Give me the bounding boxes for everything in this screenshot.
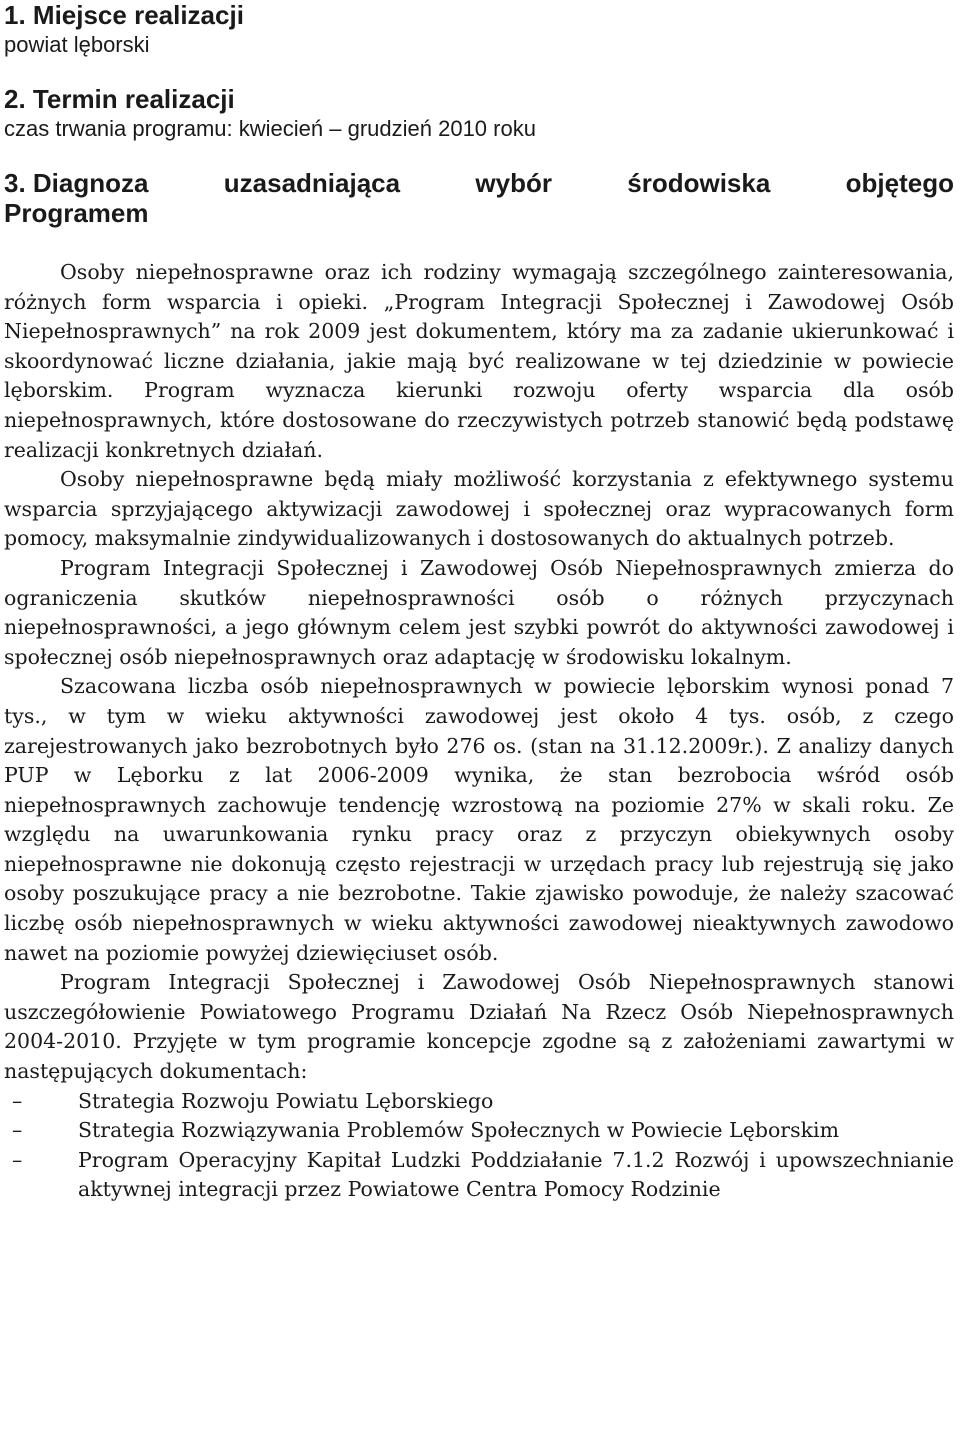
heading-word: uzasadniająca: [223, 168, 401, 198]
paragraph: Program Integracji Społecznej i Zawodowej Osób Niepełnosprawnych stanowi uszczegółowienie Powiatowego Programu Działań Na Rzecz Osób Niepełnosprawnych 2004-2010. Przyjęte w tym programie koncepcje zgodne są z założeniami zawartymi w następujących dokumentach:: [4, 970, 954, 1084]
heading-word: objętego: [845, 168, 954, 198]
section-content: powiat lęborski: [4, 32, 150, 57]
list-item: [4, 1146, 954, 1205]
paragraph: Osoby niepełnosprawne będą miały możliwość korzystania z efektywnego systemu wsparcia sprzyjającego aktywizacji zawodowej i społecznej oraz wypracowanych form pomocy, maksymalnie zindywidualizowanych i dostosowanych do aktualnych potrzeb.: [4, 467, 954, 551]
section-heading: 1. Miejsce realizacji: [4, 0, 244, 30]
heading-word: wybór: [475, 168, 552, 198]
section-term: [4, 84, 954, 144]
list-item-text: Strategia Rozwiązywania Problemów Społecznych w Powiecie Lęborskim: [78, 1118, 840, 1143]
section-diagnosis: [4, 168, 954, 1205]
list-item-text: Program Operacyjny Kapitał Ludzki Poddziałanie 7.1.2 Rozwój i upowszechnianie aktywnej integracji przez Powiatowe Centra Pomocy Rodzinie: [78, 1147, 954, 1202]
section-place: [4, 0, 954, 60]
paragraph: Program Integracji Społecznej i Zawodowej Osób Niepełnosprawnych zmierza do ograniczenia skutków niepełnosprawności osób o różnych przyczynach niepełnosprawności, a jego głównym celem jest szybki powrót do aktywności zawodowej i społecznej osób niepełnosprawnych oraz adaptację w środowisku lokalnym.: [4, 555, 954, 669]
documents-list: [4, 1087, 954, 1205]
section-heading-continued: Programem: [4, 198, 149, 228]
list-item-text: Strategia Rozwoju Powiatu Lęborskiego: [78, 1088, 494, 1113]
list-dash: –: [12, 1088, 23, 1113]
paragraph: Osoby niepełnosprawne oraz ich rodziny wymagają szczególnego zainteresowania, różnych form wsparcia i opieki. „Program Integracji Społecznej i Zawodowej Osób Niepełnosprawnych” na rok 2009 jest dokumentem, który ma za zadanie ukierunkować i skoordynować liczne działania, jakie mają być realizowane w tej dziedzinie w powiecie lęborskim. Program wyznacza kierunki rozwoju oferty wsparcia dla osób niepełnosprawnych, które dostosowane do rzeczywistych potrzeb stanowić będą podstawę realizacji konkretnych działań.: [4, 260, 954, 462]
list-dash: –: [12, 1118, 23, 1143]
section-heading: [4, 168, 954, 198]
section-body: [4, 258, 954, 1205]
list-dash: –: [12, 1147, 23, 1172]
section-heading: 2. Termin realizacji: [4, 84, 235, 114]
heading-word: 3. Diagnoza: [4, 168, 149, 198]
list-item: [4, 1116, 954, 1146]
list-item: [4, 1087, 954, 1117]
heading-word: środowiska: [627, 168, 771, 198]
paragraph: Szacowana liczba osób niepełnosprawnych w powiecie lęborskim wynosi ponad 7 tys., w tym w wieku aktywności zawodowej jest około 4 tys. osób, z czego zarejestrowanych jako bezrobotnych było 276 os. (stan na 31.12.2009r.). Z analizy danych PUP w Lęborku z lat 2006-2009 wynika, że stan bezrobocia wśród osób niepełnosprawnych zachowuje tendencję wzrostową na poziomie 27% w skali roku. Ze względu na uwarunkowania rynku pracy oraz z przyczyn obiekywnych osoby niepełnosprawne nie dokonują często rejestracji w urzędach pracy lub rejestrują się jako osoby poszukujące pracy a nie bezrobotne. Takie zjawisko powoduje, że należy szacować liczbę osób niepełnosprawnych w wieku aktywności zawodowej nieaktywnych zawodowo nawet na poziomie powyżej dziewięciuset osób.: [4, 674, 954, 965]
section-content: czas trwania programu: kwiecień – grudzień 2010 roku: [4, 116, 536, 141]
